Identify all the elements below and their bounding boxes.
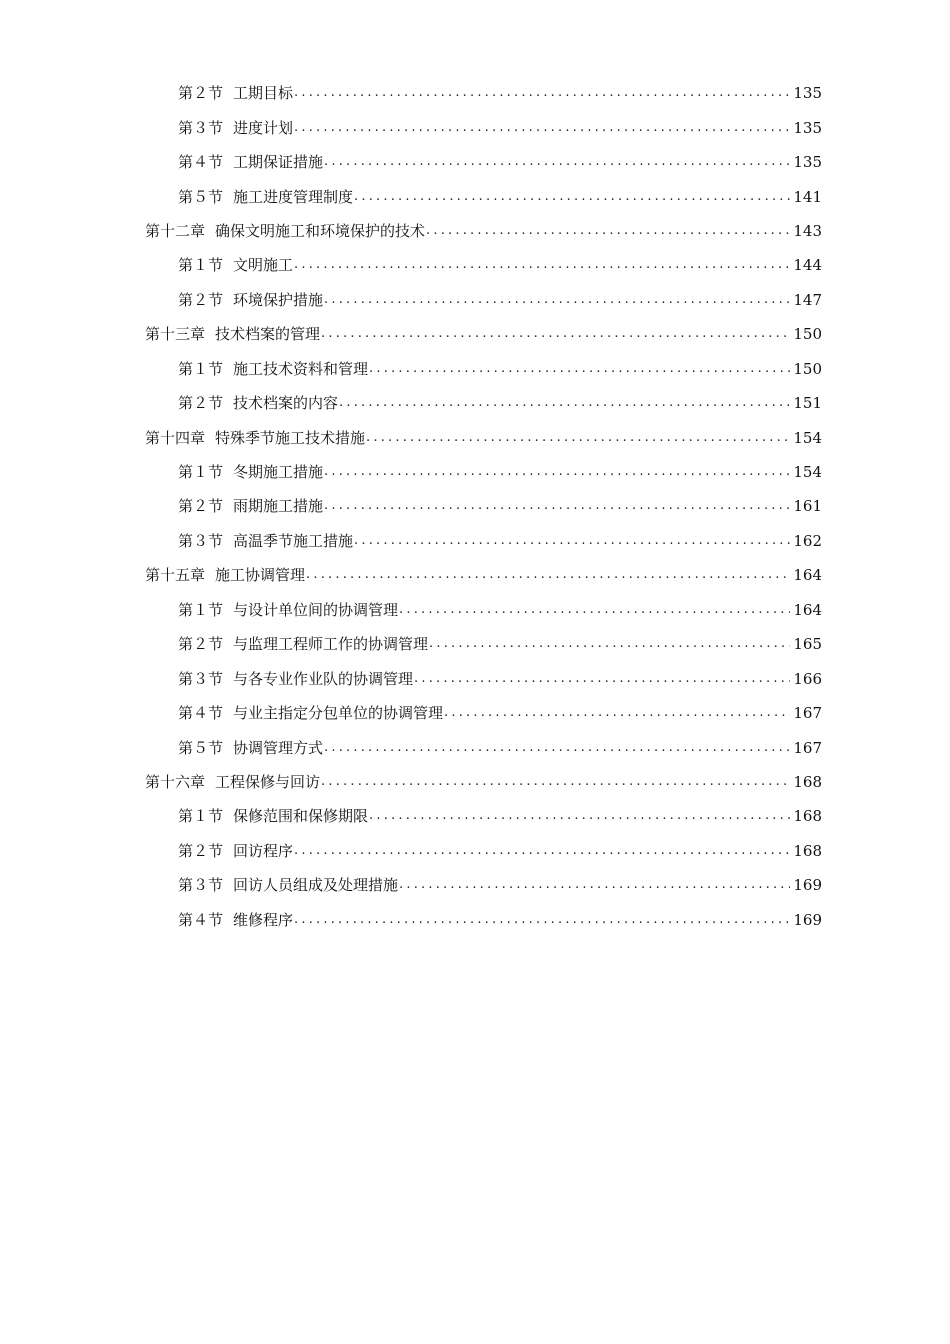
toc-entry-title: 技术档案的内容 [233,394,339,413]
toc-entry-number: 第２节 [178,635,224,654]
toc-entry-number: 第２节 [178,84,224,103]
toc-section-entry[interactable] [0,627,950,661]
toc-entry-title: 高温季节施工措施 [233,531,354,550]
toc-entry-page-number: 169 [793,910,822,929]
toc-entry-page-number: 147 [793,290,822,309]
table-of-contents [0,76,950,937]
dot-leader [399,875,790,895]
toc-entry-page-number: 164 [793,566,822,585]
toc-entry-title: 工程保修与回访 [215,772,321,791]
toc-entry-title: 施工协调管理 [215,566,306,585]
toc-entry-number: 第５节 [178,738,224,757]
toc-entry-page-number: 168 [793,772,822,791]
dot-leader [414,669,790,689]
dot-leader [339,393,790,413]
dot-leader [324,738,790,758]
toc-entry-title: 保修范围和保修期限 [233,807,369,826]
toc-entry-number: 第十六章 [145,772,206,791]
toc-entry-number: 第３节 [178,531,224,550]
toc-entry-number: 第３节 [178,876,224,895]
dot-leader [366,428,790,448]
toc-entry-number: 第２节 [178,497,224,516]
dot-leader [369,806,790,826]
toc-entry-title: 回访人员组成及处理措施 [233,876,399,895]
toc-entry-page-number: 166 [793,669,822,688]
dot-leader [294,910,790,930]
toc-section-entry[interactable] [0,696,950,730]
toc-chapter-entry[interactable] [0,420,950,454]
toc-entry-number: 第１节 [178,600,224,619]
toc-entry-number: 第２节 [178,394,224,413]
toc-section-entry[interactable] [0,799,950,833]
toc-entry-title: 雨期施工措施 [233,497,324,516]
toc-entry-title: 回访程序 [233,841,294,860]
toc-entry-page-number: 135 [793,153,822,172]
toc-entry-number: 第１节 [178,807,224,826]
toc-entry-number: 第１节 [178,359,224,378]
toc-section-entry[interactable] [0,110,950,144]
toc-entry-page-number: 150 [793,359,822,378]
dot-leader [324,496,790,516]
toc-entry-page-number: 135 [793,84,822,103]
toc-entry-page-number: 165 [793,635,822,654]
dot-leader [294,118,790,138]
toc-entry-title: 维修程序 [233,910,294,929]
toc-entry-title: 环境保护措施 [233,290,324,309]
toc-entry-page-number: 167 [793,704,822,723]
toc-entry-page-number: 167 [793,738,822,757]
dot-leader [324,152,790,172]
dot-leader [294,255,790,275]
toc-entry-page-number: 143 [793,221,822,240]
toc-entry-page-number: 161 [793,497,822,516]
toc-entry-title: 与监理工程师工作的协调管理 [233,635,429,654]
toc-entry-page-number: 169 [793,876,822,895]
dot-leader [429,634,790,654]
toc-section-entry[interactable] [0,903,950,937]
dot-leader [294,83,790,103]
toc-section-entry[interactable] [0,145,950,179]
toc-chapter-entry[interactable] [0,558,950,592]
toc-entry-page-number: 150 [793,325,822,344]
toc-entry-page-number: 144 [793,256,822,275]
toc-entry-title: 冬期施工措施 [233,463,324,482]
toc-entry-number: 第４节 [178,704,224,723]
dot-leader [369,359,790,379]
toc-entry-page-number: 151 [793,394,822,413]
toc-chapter-entry[interactable] [0,214,950,248]
toc-entry-number: 第３节 [178,669,224,688]
toc-entry-title: 与各专业作业队的协调管理 [233,669,414,688]
toc-entry-page-number: 164 [793,600,822,619]
toc-entry-number: 第５节 [178,187,224,206]
toc-entry-number: 第３节 [178,118,224,137]
toc-entry-title: 与业主指定分包单位的协调管理 [233,704,444,723]
toc-section-entry[interactable] [0,352,950,386]
dot-leader [354,187,790,207]
toc-entry-number: 第十三章 [145,325,206,344]
toc-section-entry[interactable] [0,868,950,902]
dot-leader [324,290,790,310]
toc-section-entry[interactable] [0,455,950,489]
toc-entry-page-number: 154 [793,428,822,447]
toc-entry-page-number: 168 [793,807,822,826]
toc-chapter-entry[interactable] [0,765,950,799]
toc-section-entry[interactable] [0,593,950,627]
toc-section-entry[interactable] [0,76,950,110]
dot-leader [354,531,790,551]
toc-entry-title: 与设计单位间的协调管理 [233,600,399,619]
dot-leader [444,703,790,723]
toc-entry-page-number: 135 [793,118,822,137]
dot-leader [321,772,790,792]
toc-section-entry[interactable] [0,283,950,317]
toc-entry-page-number: 154 [793,463,822,482]
toc-entry-title: 进度计划 [233,118,294,137]
toc-section-entry[interactable] [0,524,950,558]
toc-entry-title: 特殊季节施工技术措施 [215,428,366,447]
toc-entry-title: 技术档案的管理 [215,325,321,344]
dot-leader [306,565,790,585]
toc-entry-number: 第４节 [178,910,224,929]
dot-leader [426,221,790,241]
toc-entry-title: 协调管理方式 [233,738,324,757]
toc-entry-number: 第十五章 [145,566,206,585]
dot-leader [324,462,790,482]
toc-entry-number: 第１节 [178,256,224,275]
toc-section-entry[interactable] [0,661,950,695]
toc-entry-title: 文明施工 [233,256,294,275]
toc-entry-page-number: 141 [793,187,822,206]
toc-entry-title: 工期目标 [233,84,294,103]
toc-section-entry[interactable] [0,386,950,420]
toc-section-entry[interactable] [0,489,950,523]
toc-entry-title: 确保文明施工和环境保护的技术 [215,221,426,240]
toc-entry-title: 施工进度管理制度 [233,187,354,206]
dot-leader [321,324,790,344]
toc-chapter-entry[interactable] [0,317,950,351]
toc-entry-number: 第十二章 [145,221,206,240]
toc-entry-number: 第１节 [178,463,224,482]
toc-entry-number: 第２节 [178,841,224,860]
toc-entry-page-number: 168 [793,841,822,860]
toc-section-entry[interactable] [0,730,950,764]
toc-entry-page-number: 162 [793,531,822,550]
toc-entry-title: 施工技术资料和管理 [233,359,369,378]
toc-section-entry[interactable] [0,834,950,868]
toc-entry-number: 第２节 [178,290,224,309]
toc-entry-number: 第４节 [178,153,224,172]
toc-entry-title: 工期保证措施 [233,153,324,172]
toc-section-entry[interactable] [0,248,950,282]
dot-leader [294,841,790,861]
dot-leader [399,600,790,620]
toc-entry-number: 第十四章 [145,428,206,447]
toc-section-entry[interactable] [0,179,950,213]
